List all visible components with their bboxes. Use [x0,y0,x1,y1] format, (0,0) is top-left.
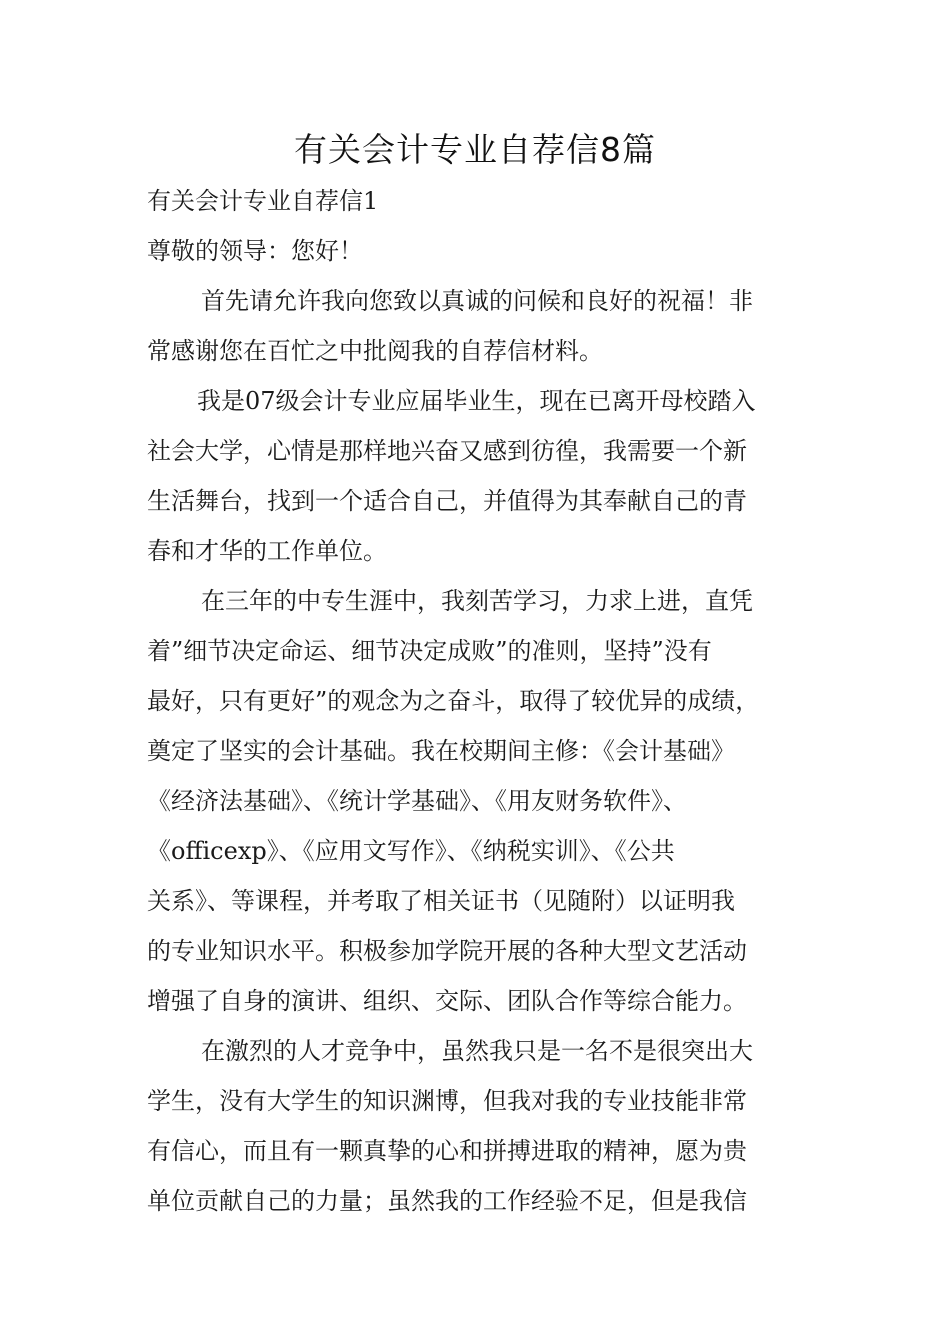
paragraph-line: 单位贡献自己的力量；虽然我的工作经验不足，但是我信 [147,1187,747,1215]
paragraph-line: 的专业知识水平。积极参加学院开展的各种大型文艺活动 [147,937,747,965]
paragraph-line: 在三年的中专生涯中，我刻苦学习，力求上进，直凭 [201,587,753,615]
paragraph-line: 生活舞台，找到一个适合自己，并值得为其奉献自己的青 [147,487,747,515]
paragraph-line: 学生，没有大学生的知识渊博，但我对我的专业技能非常 [147,1087,747,1115]
paragraph-line: 最好，只有更好”的观念为之奋斗，取得了较优异的成绩， [147,687,760,715]
paragraph-line: 奠定了坚实的会计基础。我在校期间主修：《会计基础》 [147,737,735,765]
paragraph-line: 增强了自身的演讲、组织、交际、团队合作等综合能力。 [147,987,747,1015]
paragraph-line: 《经济法基础》、《统计学基础》、《用友财务软件》、 [147,787,687,815]
paragraph-line: 关系》、等课程，并考取了相关证书（见随附）以证明我 [147,887,735,915]
paragraph-line: 春和才华的工作单位。 [147,537,387,565]
paragraph-line: 《officexp》、《应用文写作》、《纳税实训》、《公共 [147,837,675,865]
paragraph-line: 我是07级会计专业应届毕业生，现在已离开母校踏入 [197,387,756,415]
salutation: 尊敬的领导：您好！ [147,237,363,265]
paragraph-line: 有信心，而且有一颗真挚的心和拼搏进取的精神，愿为贵 [147,1137,747,1165]
paragraph-line: 首先请允许我向您致以真诚的问候和良好的祝福！非 [201,287,753,315]
paragraph-line: 着”细节决定命运、细节决定成败”的准则，坚持”没有 [147,637,712,665]
paragraph-line: 社会大学，心情是那样地兴奋又感到彷徨，我需要一个新 [147,437,747,465]
section-heading: 有关会计专业自荐信1 [147,187,379,215]
paragraph-line: 常感谢您在百忙之中批阅我的自荐信材料。 [147,337,603,365]
document-title: 有关会计专业自荐信8篇 [294,130,656,169]
document-body [147,176,827,1226]
paragraph-line: 在激烈的人才竞争中，虽然我只是一名不是很突出大 [201,1037,753,1065]
